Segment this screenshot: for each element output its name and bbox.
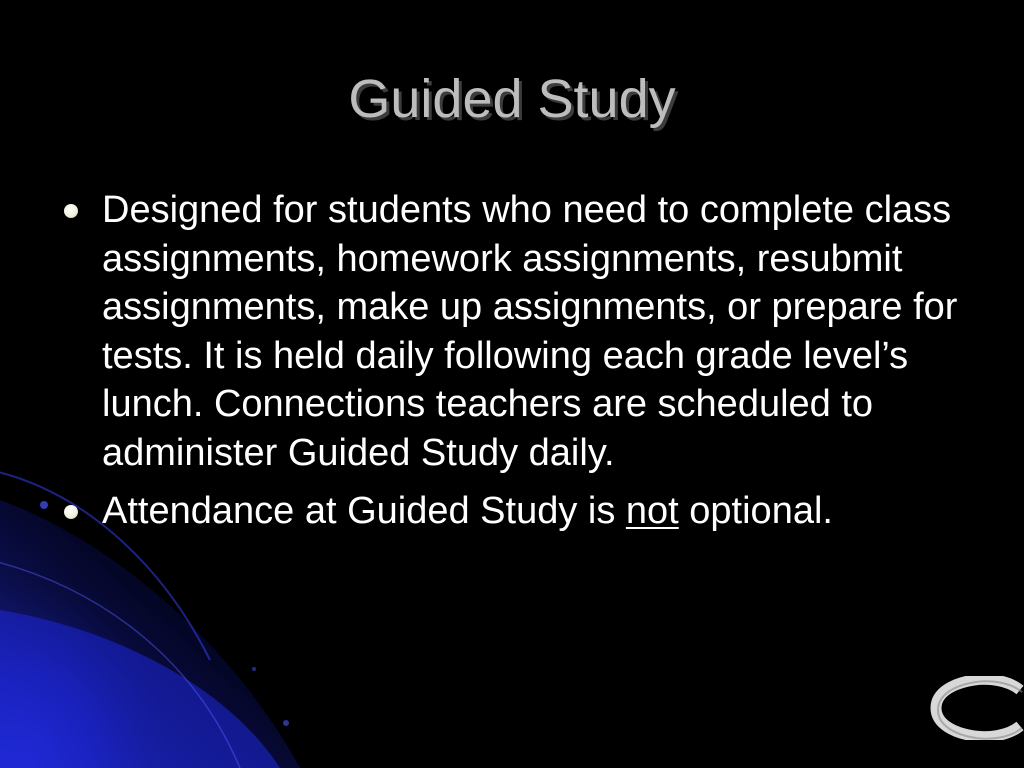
- bullet-item: [62, 186, 972, 477]
- bullet-text-before: Attendance at Guided Study is: [102, 490, 626, 532]
- bullet-list: [62, 186, 972, 546]
- c-logo-icon: [928, 676, 1024, 740]
- bullet-text: Designed for students who need to complete class assignments, homework assignments, resubmit assignments, make up assignments, or prepare for tests. It is held daily following each grade level’s lunch. Connections teachers are scheduled to administer Guided Study daily.: [102, 189, 958, 474]
- bullet-text-after: optional.: [678, 490, 833, 532]
- round-bullet-icon: [64, 204, 78, 218]
- bullet-text-emphasis: not: [625, 490, 679, 532]
- round-bullet-icon: [64, 505, 78, 519]
- slide-title: Guided Study: [348, 69, 676, 129]
- bullet-item: [62, 487, 972, 536]
